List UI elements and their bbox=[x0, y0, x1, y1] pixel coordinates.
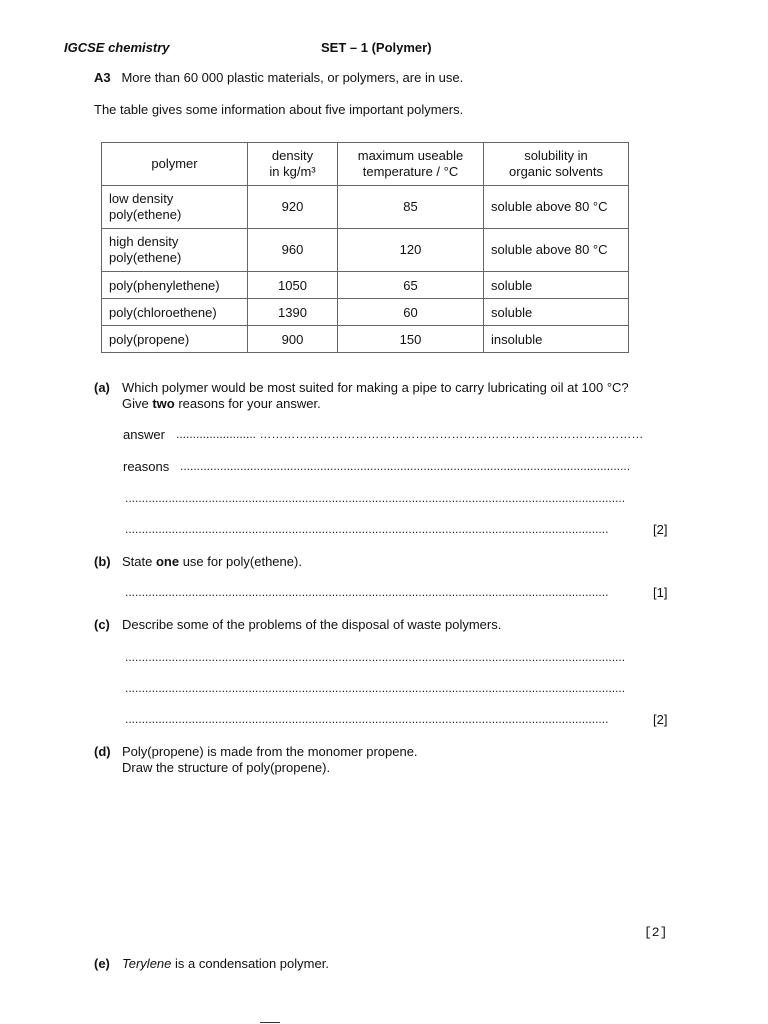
header-max-temperature: maximum useable temperature / °C bbox=[338, 143, 484, 186]
cell-density: 920 bbox=[248, 186, 338, 229]
cell-temperature: 65 bbox=[338, 272, 484, 299]
answer-line[interactable]: ................................................................................................................................................. bbox=[125, 712, 609, 726]
cell-temperature: 60 bbox=[338, 299, 484, 326]
part-c-label: (c) bbox=[94, 617, 110, 632]
header-density: density in kg/m³ bbox=[248, 143, 338, 186]
marks-a: [2] bbox=[653, 522, 668, 537]
cell-polymer: low density poly(ethene) bbox=[102, 186, 248, 229]
part-e-statement: Terylene is a condensation polymer. bbox=[122, 956, 329, 971]
cell-density: 1390 bbox=[248, 299, 338, 326]
cell-polymer: poly(phenylethene) bbox=[102, 272, 248, 299]
terylene-term: Terylene bbox=[122, 956, 172, 971]
cell-solubility: soluble above 80 °C bbox=[484, 186, 629, 229]
part-b-label: (b) bbox=[94, 554, 111, 569]
header-solubility: solubility in organic solvents bbox=[484, 143, 629, 186]
part-a-label: (a) bbox=[94, 380, 110, 395]
answer-line[interactable]: ...................................................................................................................................................... bbox=[125, 650, 626, 664]
cell-temperature: 85 bbox=[338, 186, 484, 229]
cell-polymer: poly(propene) bbox=[102, 326, 248, 353]
emphasis-one: one bbox=[155, 554, 180, 569]
marks-c: [2] bbox=[653, 712, 668, 727]
table-row bbox=[102, 326, 629, 353]
cell-density: 900 bbox=[248, 326, 338, 353]
table-header-row bbox=[102, 143, 629, 186]
part-b-question: State one use for poly(ethene). bbox=[122, 554, 302, 569]
page-footer-rule bbox=[260, 1022, 280, 1023]
answer-line[interactable]: ................................................................................................................................................. bbox=[125, 585, 609, 599]
emphasis-two: two bbox=[152, 396, 175, 411]
cell-solubility: soluble bbox=[484, 272, 629, 299]
cell-solubility: soluble above 80 °C bbox=[484, 229, 629, 272]
part-a-question: Which polymer would be most suited for making a pipe to carry lubricating oil at 100 °C? bbox=[122, 380, 629, 395]
table-row bbox=[102, 229, 629, 272]
table-row bbox=[102, 299, 629, 326]
part-a-instruction: Give two reasons for your answer. bbox=[122, 396, 321, 411]
header-polymer: polymer bbox=[102, 143, 248, 186]
question-intro-text: More than 60 000 plastic materials, or polymers, are in use. bbox=[121, 70, 464, 85]
question-intro bbox=[94, 70, 463, 85]
cell-polymer: high density poly(ethene) bbox=[102, 229, 248, 272]
answer-line[interactable]: ...................................................................................................................................................... bbox=[125, 681, 626, 695]
part-d-label: (d) bbox=[94, 744, 111, 759]
part-d-statement: Poly(propene) is made from the monomer propene. bbox=[122, 744, 418, 759]
drawing-area[interactable] bbox=[94, 790, 674, 910]
cell-solubility: insoluble bbox=[484, 326, 629, 353]
marks-b: [1] bbox=[653, 585, 668, 600]
table-row bbox=[102, 186, 629, 229]
cell-temperature: 150 bbox=[338, 326, 484, 353]
reasons-line[interactable]: ................................................................................................................................................. bbox=[125, 522, 609, 536]
answer-label: answer bbox=[123, 427, 165, 442]
cell-density: 1050 bbox=[248, 272, 338, 299]
header-subject: IGCSE chemistry bbox=[64, 40, 170, 55]
reasons-label: reasons bbox=[123, 459, 170, 474]
part-c-question: Describe some of the problems of the disposal of waste polymers. bbox=[122, 617, 502, 632]
answer-line[interactable]: ........................ …………………………………………………………………………………… bbox=[176, 427, 644, 441]
cell-solubility: soluble bbox=[484, 299, 629, 326]
cell-temperature: 120 bbox=[338, 229, 484, 272]
reasons-line[interactable]: ....................................................................................................................................... bbox=[180, 459, 631, 473]
part-e-label: (e) bbox=[94, 956, 110, 971]
table-row bbox=[102, 272, 629, 299]
question-number: A3 bbox=[94, 70, 111, 85]
reasons-line[interactable]: ...................................................................................................................................................... bbox=[125, 491, 626, 505]
marks-d: [2] bbox=[644, 925, 668, 940]
part-d-instruction: Draw the structure of poly(propene). bbox=[122, 760, 331, 775]
cell-polymer: poly(chloroethene) bbox=[102, 299, 248, 326]
cell-density: 960 bbox=[248, 229, 338, 272]
table-intro-text: The table gives some information about five important polymers. bbox=[94, 102, 464, 117]
header-set-title: SET – 1 (Polymer) bbox=[321, 40, 432, 55]
polymer-table bbox=[101, 142, 629, 353]
